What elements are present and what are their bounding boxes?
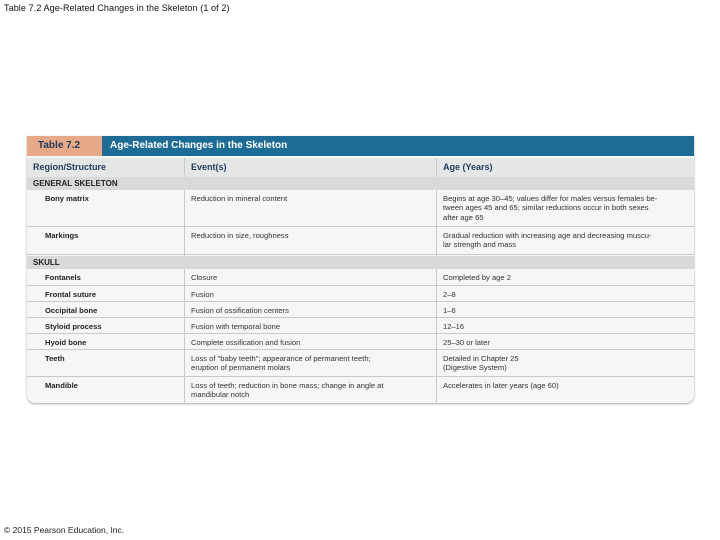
cell-age: Begins at age 30–45; values differ for males versus females be- tween ages 45 and 65; similar reductions occur in both sexes after age 65 bbox=[443, 194, 658, 222]
cell-age: 12–16 bbox=[443, 322, 465, 331]
cell-region: Markings bbox=[45, 231, 79, 240]
cell-age: 1–6 bbox=[443, 306, 456, 315]
column-divider bbox=[184, 158, 185, 177]
cell-event: Reduction in mineral content bbox=[191, 194, 288, 203]
cell-age: Completed by age 2 bbox=[443, 273, 511, 282]
cell-event: Fusion bbox=[191, 290, 214, 299]
cell-region: Teeth bbox=[45, 354, 65, 363]
cell-event: Reduction in size, roughness bbox=[191, 231, 289, 240]
cell-event: Fusion with temporal bone bbox=[191, 322, 281, 331]
table-row bbox=[27, 377, 694, 403]
table-row bbox=[27, 227, 694, 255]
cell-region: Mandible bbox=[45, 381, 78, 390]
cell-age: 25–30 or later bbox=[443, 338, 490, 347]
column-header-age: Age (Years) bbox=[437, 158, 694, 182]
copyright-notice: © 2015 Pearson Education, Inc. bbox=[4, 525, 125, 535]
table-row bbox=[27, 190, 694, 227]
cell-event: Loss of teeth; reduction in bone mass; change in angle at mandibular notch bbox=[191, 381, 384, 400]
cell-region: Styloid process bbox=[45, 322, 102, 331]
column-divider bbox=[184, 269, 185, 403]
cell-event: Complete ossification and fusion bbox=[191, 338, 301, 347]
table-row bbox=[27, 269, 694, 286]
column-divider bbox=[436, 158, 437, 177]
age-related-changes-table bbox=[27, 136, 694, 403]
column-divider bbox=[436, 269, 437, 403]
column-divider bbox=[436, 190, 437, 256]
cell-age: Gradual reduction with increasing age and decreasing muscu- lar strength and mass bbox=[443, 231, 652, 250]
cell-region: Bony matrix bbox=[45, 194, 89, 203]
table-row bbox=[27, 350, 694, 377]
section-general-skeleton: GENERAL SKELETON bbox=[27, 177, 694, 190]
cell-event: Fusion of ossification centers bbox=[191, 306, 289, 315]
cell-age: 2–8 bbox=[443, 290, 456, 299]
table-title-bar bbox=[27, 136, 694, 156]
table-row bbox=[27, 318, 694, 334]
table-row bbox=[27, 286, 694, 302]
column-header-region: Region/Structure bbox=[27, 158, 184, 182]
section-skull: SKULL bbox=[27, 256, 694, 269]
table-number-badge: Table 7.2 bbox=[27, 136, 102, 156]
cell-event: Closure bbox=[191, 273, 218, 282]
cell-age: Detailed in Chapter 25 (Digestive System) bbox=[443, 354, 519, 373]
cell-region: Frontal suture bbox=[45, 290, 97, 299]
table-row bbox=[27, 302, 694, 318]
cell-region: Occipital bone bbox=[45, 306, 98, 315]
column-header-events: Event(s) bbox=[185, 158, 436, 182]
cell-region: Fontanels bbox=[45, 273, 81, 282]
cell-region: Hyoid bone bbox=[45, 338, 87, 347]
table-row bbox=[27, 334, 694, 350]
cell-event: Loss of "baby teeth"; appearance of permanent teeth; eruption of permanent molars bbox=[191, 354, 371, 373]
table-title: Age-Related Changes in the Skeleton bbox=[110, 140, 288, 151]
cell-age: Accelerates in later years (age 60) bbox=[443, 381, 559, 390]
column-divider bbox=[184, 190, 185, 256]
slide-title: Table 7.2 Age-Related Changes in the Skeleton (1 of 2) bbox=[4, 3, 230, 13]
